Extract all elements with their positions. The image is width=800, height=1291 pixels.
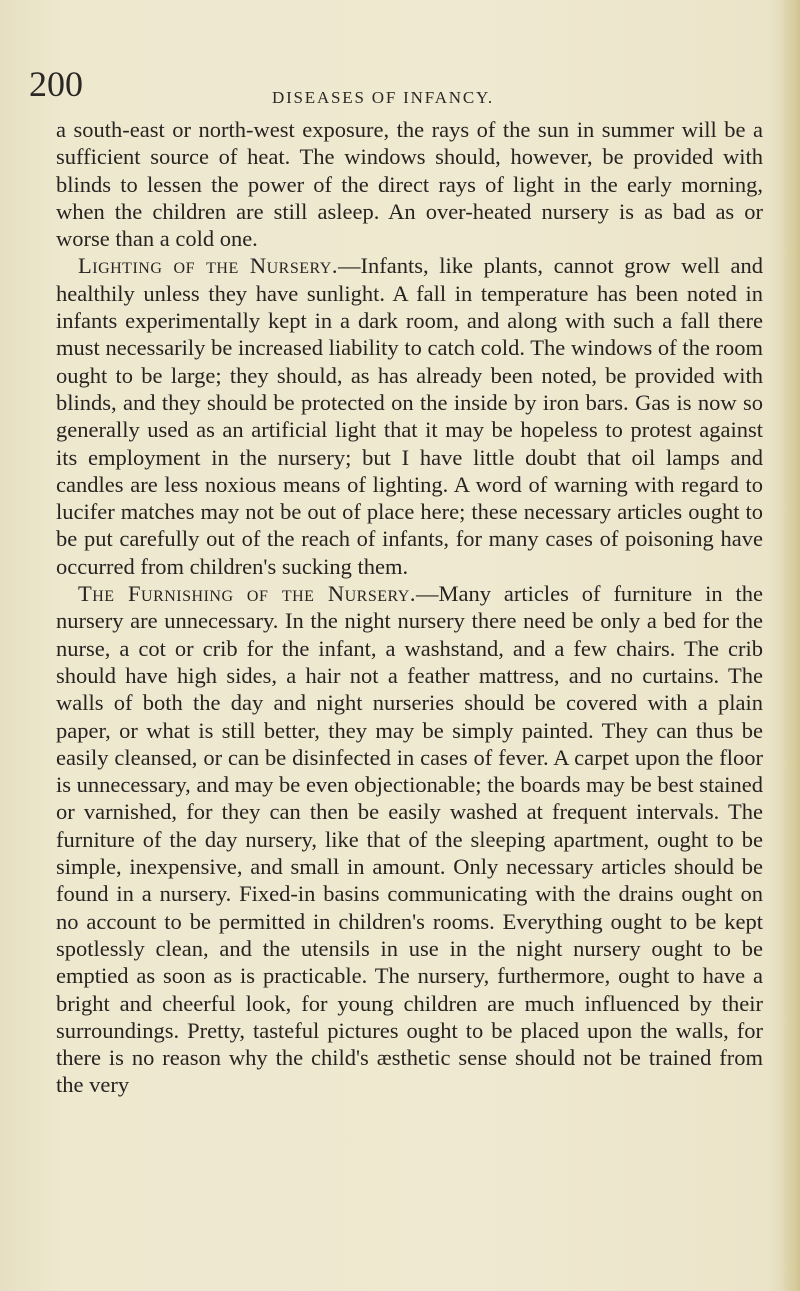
running-head: DISEASES OF INFANCY. <box>272 88 494 107</box>
paragraph <box>56 116 763 252</box>
section-heading: The Furnishing of the Nursery. <box>78 581 416 607</box>
page-number: 200 <box>29 64 83 104</box>
section-heading: Lighting of the Nursery. <box>78 253 338 279</box>
page-edge-shadow <box>782 0 800 1291</box>
paragraph-text: —Many articles of furniture in the nursery are unnecessary. In the night nursery there need be only a bed for the nurse, a cot or crib for the infant, a washstand, and a few chairs. The crib should have high sides, a hair not a feather mattress, and no curtains. The walls of both the day and night nurseries should be covered with a plain paper, or what is still better, they may be simply painted. They can thus be easily cleansed, or can be disinfected in cases of fever. A carpet upon the floor is unnecessary, and may be even objectionable; the boards may be best stained or varnished, for they can then be easily washed at frequent intervals. The furniture of the day nursery, like that of the sleeping apartment, ought to be simple, inexpensive, and small in amount. Only necessary articles should be found in a nursery. Fixed-in basins communicating with the drains ought on no account to be permitted in children's rooms. Everything ought to be kept spotlessly clean, and the utensils in use in the night nursery ought to be emptied as soon as is practicable. The nursery, furthermore, ought to have a bright and cheerful look, for young children are much influenced by their surroundings. Pretty, tasteful pictures ought to be placed upon the walls, for there is no reason why the child's æsthetic sense should not be trained from the very <box>56 581 763 1098</box>
paragraph-text: —Infants, like plants, cannot grow well and healthily unless they have sunlight. A fall in temperature has been noted in infants experimentally kept in a dark room, and along with such a fall there must necessarily be increased liability to catch cold. The windows of the room ought to be large; they should, as has already been noted, be provided with blinds, and they should be protected on the inside by iron bars. Gas is now so generally used as an artificial light that it may be hopeless to protest against its employment in the nursery; but I have little doubt that oil lamps and candles are less noxious means of lighting. A word of warning with regard to lucifer matches may not be out of place here; these necessary articles ought to be put carefully out of the reach of infants, for many cases of poisoning have occurred from children's sucking them. <box>56 253 763 579</box>
paragraph <box>56 252 763 580</box>
paragraph <box>56 580 763 1099</box>
body-text <box>56 116 763 1099</box>
paragraph-text: a south-east or north-west exposure, the rays of the sun in summer will be a sufficient source of heat. The windows should, however, be provided with blinds to lessen the power of the direct rays of light in the early morning, when the children are still asleep. An over-heated nursery is as bad as or worse than a cold one. <box>56 117 763 252</box>
